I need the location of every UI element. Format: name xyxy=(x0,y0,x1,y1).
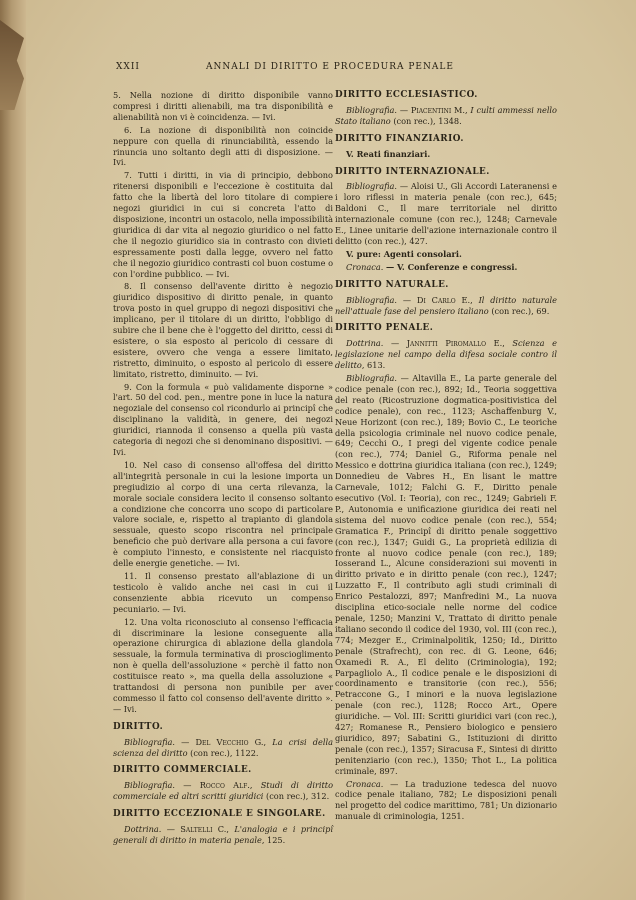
maxim-7: 7. Tutti i diritti, in via di principio, debbono ritenersi disponibili e l'eccezione è costituita dal fatto che la libertà del loro titolare di compiere negozi giuridici in cui si concreta l'atto di disposizione, incontri un ostacolo, nella impossibilità giuridica di dar vita al negozio giuridico o nel fatto che il negozio giuridico sia in contrasto con divieti espressamente posti dalla legge, ovvero nel fatto che il negozio giuridico contrasti col buon costume o con l'ordine pubblico. — Ivi. xyxy=(113,170,333,279)
maxim-8: 8. Il consenso dell'avente diritto è negozio giuridico dispositivo di diritto penale, in quanto trova posto in quel gruppo di negozi dispositivi che implicano, per il titolare di un diritto, l'obbligo di subire che il bene che è l'oggetto del diritto, cessi di esistere, o sia esposto al pericolo di cessare di esistere, ovvero che venga a essere limitato, ristretto, diminuito, o esposto al pericolo di essere limitato, ristretto, diminuito. — Ivi. xyxy=(113,281,333,379)
page-number: XXII xyxy=(116,62,140,72)
section-heading-diritto-internazionale: DIRITTO INTERNAZIONALE. xyxy=(335,166,490,177)
entry-work: Scienza e legislazione nel campo della difesa sociale contro il delitto xyxy=(335,338,557,371)
maxim-6: 6. La nozione di disponibilità non coincide neppure con quella di rinunciabilità, essendo la rinuncia uno soltanto degli atti di disposizione. — Ivi. xyxy=(113,124,333,168)
cronaca-label: Cronaca. xyxy=(346,778,384,789)
entry-author: Rocco Alf., xyxy=(199,780,253,791)
entry-rest: , 125. xyxy=(261,835,286,845)
entry-rest: (con rec.), 1122. xyxy=(187,747,259,758)
section-heading-diritto-eccezionale: DIRITTO ECCEZIONALE E SINGOLARE. xyxy=(113,809,326,820)
entry-label: Bibliografia. xyxy=(346,104,398,115)
cronaca-text: — V. Conferenze e congressi. xyxy=(385,261,518,272)
maxim-5: 5. Nella nozione di diritto disponibile vanno compresi i diritti alienabili, ma tra disponibilità e alienabilità non vi è coincidenza. — Ivi. xyxy=(113,90,333,122)
running-header xyxy=(116,62,520,72)
entry-label: Bibliografia. xyxy=(346,373,398,384)
entry-work: L'analogia e i principî generali di diritto in materia penale xyxy=(113,824,333,845)
bibliografia-diritto-penale xyxy=(335,373,557,777)
entry-author: — Jannitti Piromallo E., xyxy=(390,338,505,349)
dottrina-diritto-penale xyxy=(335,338,557,371)
entry-work: La crisi della scienza del diritto xyxy=(113,736,333,758)
entry-author: — Di Carlo E., xyxy=(402,294,473,305)
section-heading-diritto-commerciale: DIRITTO COMMERCIALE. xyxy=(113,765,252,776)
entry-diritto-naturale xyxy=(335,295,557,317)
entry-rest: (con rec.), 1348. xyxy=(390,115,462,126)
entry-label: Bibliografia. xyxy=(346,181,398,192)
section-heading-diritto: DIRITTO. xyxy=(113,721,164,732)
entry-text: — Aloisi U., Gli Accordi Lateranensi e i loro riflessi in materia penale (con rec.), 645; Baldoni C., Il mare territoriale nel diritto internazionale comune (con rec.), 1248; Carnevale E., Linee unitarie dell'azione internazionale contro il delitto (con rec.), 427. xyxy=(335,181,557,246)
left-column xyxy=(113,90,333,848)
cronaca-internazionale xyxy=(335,262,557,273)
section-heading-diritto-penale: DIRITTO PENALE. xyxy=(335,323,434,334)
entry-author: Del Vecchio G., xyxy=(195,736,267,747)
book-binding xyxy=(0,0,26,900)
running-title: ANNALI DI DIRITTO E PROCEDURA PENALE xyxy=(206,62,454,72)
entry-diritto-ecclesiastico: Bibliografia. — Piacentini M., I culti ammessi nello Stato italiano (con rec.), 1348. xyxy=(335,104,557,126)
see-agenti-consolari: V. pure: Agenti consolari. xyxy=(346,248,462,259)
entry-rest: (con rec.), 312. xyxy=(263,791,330,802)
entry-diritto: Bibliografia. — Del Vecchio G., La crisi della scienza del diritto (con rec.), 1122. xyxy=(113,736,333,758)
entry-rest: , 613. xyxy=(361,360,386,371)
entry-diritto-commerciale: Bibliografia. — Rocco Alf., Studi di diritto commerciale ed altri scritti giuridici (con rec.), 312. xyxy=(113,780,333,802)
entry-label: Dottrina. xyxy=(124,824,162,835)
entry-rest: (con rec.), 69. xyxy=(488,305,550,316)
section-heading-diritto-finanziario: DIRITTO FINANZIARIO. xyxy=(335,133,464,144)
cronaca-label: Cronaca. xyxy=(346,261,384,272)
entry-diritto-internazionale xyxy=(335,181,557,246)
entry-diritto-eccezionale: Dottrina. — Saltelli C., L'analogia e i principî generali di diritto in materia penale, 125. xyxy=(113,824,333,845)
entry-label: Bibliografia. xyxy=(346,294,398,305)
cronaca-diritto-penale xyxy=(335,779,557,823)
section-heading-diritto-ecclesiastico: DIRITTO ECCLESIASTICO. xyxy=(335,90,478,100)
entry-work: Il diritto naturale nell'attuale fase del pensiero italiano xyxy=(335,294,557,316)
entry-work: Studi di diritto commerciale ed altri scritti giuridici xyxy=(113,780,333,802)
cronaca-text: — La traduzione tedesca del nuovo codice penale italiano, 782; Le disposizioni penali nel progetto del codice marittimo, 781; Un dizionario manuale di criminologia, 1251. xyxy=(335,778,557,822)
see-reati-finanziari: V. Reati finanziari. xyxy=(346,148,431,159)
entry-author: Saltelli C., xyxy=(180,824,229,835)
maxim-10: 10. Nel caso di consenso all'offesa del diritto all'integrità personale in cui la lesione importa un pregiudizio al corpo di una certa rilevanza, la morale sociale considera lecito il consenso soltanto a condizione che concorra uno scopo di particolare valore sociale, e, rispetto al trapianto di glandola sessuale, questo scopo riscontra nel principale beneficio che può derivare alla persona a cui favore è compiuto l'innesto, e consistente nel riacquisto delle energie genetiche. — Ivi. xyxy=(113,459,333,569)
entry-text: — Altavilla E., La parte generale del codice penale (con rec.), 892; Id., Teoria soggettiva del reato (Ricostruzione dogmatica-positivistica del codice penale), con rec., 1123; Aschaffenburg V., Neue Horizont (con rec.), 189; Bovio C., Le teoriche della psicologia criminale nel nuovo codice penale, 649; Cecchi O., I pregi del vigente codice penale (con rec.), 774; Daniel G., Riforma penale nel Messico e dottrina giuridica italiana (con rec.), 1249; Donnedieu de Vabres H., En lisant le mattre Carnevale, 1012; Falchi G. F., Diritto penale esecutivo (Vol. I: Teoria), con rec., 1249; Gabrieli F. P., Autonomia e unificazione giuridica dei reati nel sistema del nuovo codice penale (con rec.), 554; Gramatica F., Principî di diritto penale soggettivo (con rec.), 1347; Guidi G., La proprietà edilizia di fronte al nuovo codice penale (con rec.), 189; Iosserand L., Alcune considerazioni sui moventi in diritto privato e in diritto penale (con rec.), 1247; Luzzatto F., Il contributo agli studi criminali di Enrico Pestalozzi, 897; Manfredini M., La nuova disciplina etico-sociale nelle norme del codice penale, 1250; Manzini V., Trattato di diritto penale italiano secondo il codice del 1930, vol. III (con rec.), 774; Mezger E., Criminalpolitik, 1250; Id., Diritto penale (Strafrecht), con rec. di G. Leone, 646; Oxamedi R. A., El delito (Criminologia), 192; Parpagliolo A., Il codice penale e le disposizioni di coordinamento e transitorie (con rec.), 556; Petraccone G., I minori e la nuova legislazione penale (con rec.), 1128; Rocco Art., Opere giuridiche. — Vol. III: Scritti giuridici vari (con rec.), 427; Romanese R., Pensiero biologico e pensiero giuridico, 897; Sabatini G., Istituzioni di diritto penale (con rec.), 1357; Siracusa F., Sintesi di diritto penitenziario (con rec.), 1350; Thot L., La politica criminale, 897. xyxy=(335,373,557,776)
section-heading-diritto-naturale: DIRITTO NATURALE. xyxy=(335,279,449,290)
maxim-12: 12. Una volta riconosciuto al consenso l'efficacia di discriminare la lesione conseguente alla operazione chirurgica di ablazione della glandola sessuale, la formula terminativa di proscioglimento non è quella dell'assoluzione « perchè il fatto non costituisce reato », ma quella della assoluzione « trattandosi di persona non punibile per aver commesso il fatto col consenso dell'avente diritto ». — Ivi. xyxy=(113,616,333,714)
entry-label: Bibliografia. xyxy=(124,736,176,747)
entry-label: Dottrina. xyxy=(346,338,384,349)
maxim-11: 11. Il consenso prestato all'ablazione di un testicolo è valido anche nei casi in cui il consenziente abbia ricevuto un compenso pecuniario. — Ivi. xyxy=(113,570,333,614)
entry-work: I culti ammessi nello Stato italiano xyxy=(335,104,557,126)
right-column xyxy=(333,90,557,824)
entry-author: Piacentini M., xyxy=(410,104,468,115)
entry-label: Bibliografia. xyxy=(124,780,176,791)
maxim-9: 9. Con la formula « può validamente disporne » l'art. 50 del cod. pen., mentre pone in luce la natura negoziale del consenso col ricondurlo ai principî che disciplinano la validità, in genere, dei negozi giuridici, riannoda il consenso a quella più vasta categoria di negozi che si denominano dispositivi. — Ivi. xyxy=(113,381,333,457)
